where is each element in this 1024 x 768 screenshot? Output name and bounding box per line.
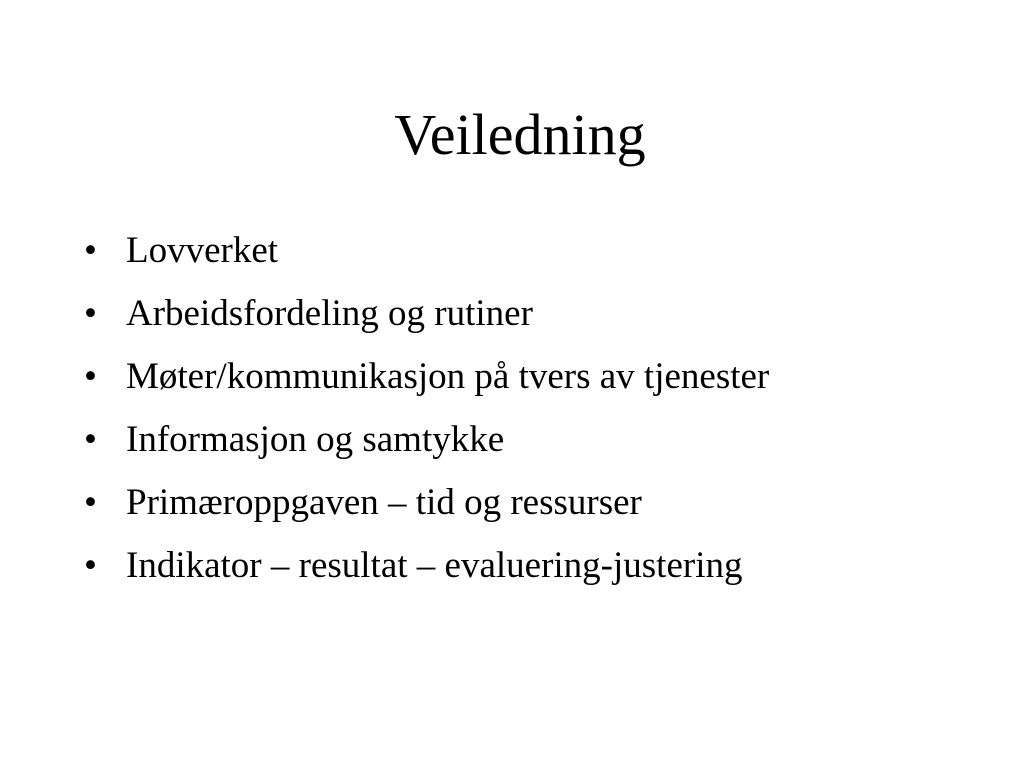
bullet-icon: • (84, 419, 97, 460)
bullet-item (84, 356, 769, 398)
bullet-item (84, 482, 769, 524)
bullet-text: Primæroppgaven – tid og ressurser (126, 482, 642, 523)
bullet-icon: • (84, 482, 97, 523)
slide-title: Veiledning (394, 102, 646, 167)
bullet-text: Arbeidsfordeling og rutiner (126, 293, 533, 334)
bullet-item (84, 545, 769, 587)
bullet-icon: • (84, 545, 97, 586)
bullet-text: Møter/kommunikasjon på tvers av tjenester (126, 356, 770, 397)
bullet-text: Informasjon og samtykke (126, 419, 505, 460)
bullet-item (84, 230, 769, 272)
bullet-text: Indikator – resultat – evaluering-justering (126, 545, 743, 586)
bullet-list (84, 230, 769, 608)
bullet-icon: • (84, 293, 97, 334)
bullet-text: Lovverket (126, 230, 279, 271)
bullet-item (84, 419, 769, 461)
bullet-icon: • (84, 356, 97, 397)
bullet-icon: • (84, 230, 97, 271)
bullet-item (84, 293, 769, 335)
